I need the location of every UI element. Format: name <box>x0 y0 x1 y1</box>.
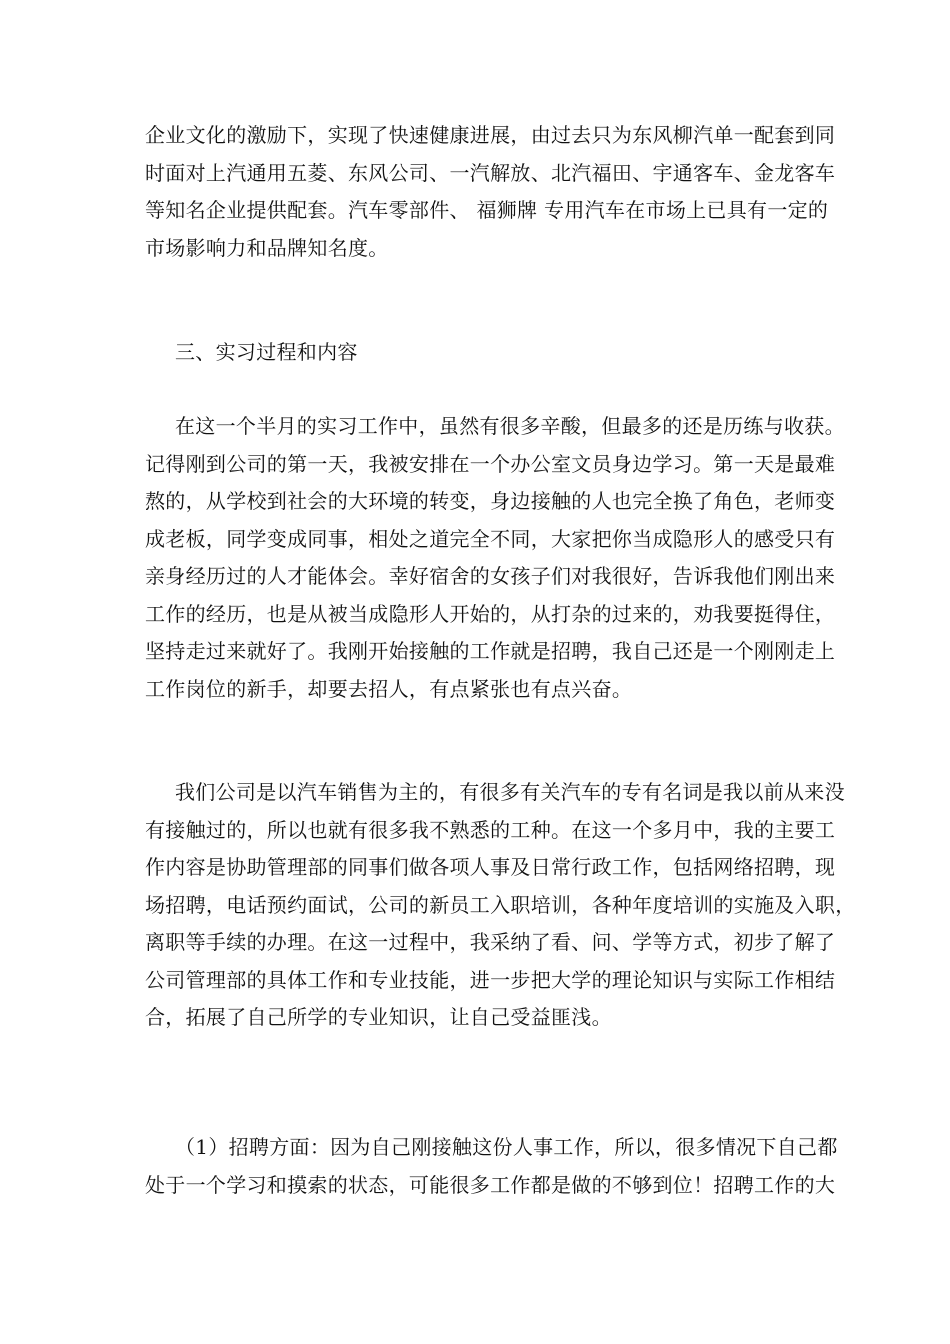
paragraph-line: 我们公司是以汽车销售为主的，有很多有关汽车的专有名词是我以前从来没 <box>175 780 845 804</box>
paragraph-line: 公司管理部的具体工作和专业技能，进一步把大学的理论知识与实际工作相结 <box>145 967 836 992</box>
paragraph-line: 场招聘，电话预约面试，公司的新员工入职培训，各种年度培训的实施及入职， <box>145 892 856 917</box>
paragraph-line: 等知名企业提供配套。汽车零部件、 福狮牌 专用汽车在市场上已具有一定的 <box>145 198 829 222</box>
paragraph-line: 在这一个半月的实习工作中，虽然有很多辛酸，但最多的还是历练与收获。 <box>175 414 845 438</box>
paragraph-line: 市场影响力和品牌知名度。 <box>145 235 389 260</box>
paragraph-internship-experience <box>145 408 845 708</box>
paragraph-line: 记得刚到公司的第一天，我被安排在一个办公室文员身边学习。第一天是最难 <box>145 451 836 476</box>
paragraph-line: 企业文化的激励下，实现了快速健康进展，由过去只为东风柳汽单一配套到同 <box>145 123 836 147</box>
paragraph-work-content <box>145 774 856 1037</box>
paragraph-line: 离职等手续的办理。在这一过程中，我采纳了看、问、学等方式，初步了解了 <box>145 930 836 954</box>
paragraph-line: 时面对上汽通用五菱、东风公司、一汽解放、北汽福田、宇通客车、金龙客车 <box>145 160 836 185</box>
paragraph-line: 亲身经历过的人才能体会。幸好宿舍的女孩子们对我很好，告诉我他们刚出来 <box>145 564 836 588</box>
paragraph-line: 工作岗位的新手，却要去招人，有点紧张也有点兴奋。 <box>145 676 633 701</box>
paragraph-line: 成老板，同学变成同事，相处之道完全不同，大家把你当成隐形人的感受只有 <box>145 526 836 551</box>
paragraph-line: 处于一个学习和摸索的状态，可能很多工作都是做的不够到位！招聘工作的大 <box>145 1172 836 1197</box>
paragraph-line: （1）招聘方面：因为自己刚接触这份人事工作，所以，很多情况下自己都 <box>175 1135 838 1159</box>
paragraph-line: 坚持走过来就好了。我刚开始接触的工作就是招聘，我自己还是一个刚刚走上 <box>145 639 836 663</box>
paragraph-company-development <box>145 117 836 267</box>
paragraph-line: 熬的，从学校到社会的大环境的转变，身边接触的人也完全换了角色，老师变 <box>145 489 836 513</box>
paragraph-recruitment <box>145 1129 838 1204</box>
paragraph-line: 有接触过的，所以也就有很多我不熟悉的工种。在这一个多月中，我的主要工 <box>145 817 836 842</box>
paragraph-line: 合，拓展了自己所学的专业知识，让自己受益匪浅。 <box>145 1005 612 1029</box>
paragraph-line: 工作的经历，也是从被当成隐形人开始的，从打杂的过来的，劝我要挺得住， <box>145 601 836 626</box>
paragraph-line: 作内容是协助管理部的同事们做各项人事及日常行政工作，包括网络招聘，现 <box>145 855 836 879</box>
section-heading: 三、实习过程和内容 <box>175 340 358 364</box>
section-heading-block <box>145 334 805 372</box>
